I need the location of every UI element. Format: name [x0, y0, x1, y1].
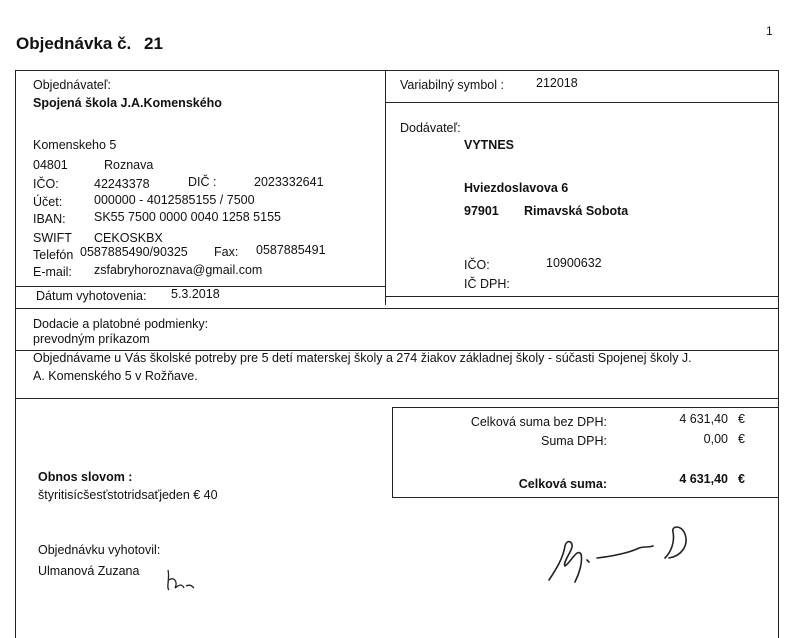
frame-left-border [15, 70, 16, 638]
buyer-swift: CEKOSKBX [94, 231, 163, 245]
supplier-ico-label: IČO: [464, 258, 490, 272]
supplier-box-bottom [385, 296, 779, 297]
vat-label: Suma DPH: [541, 434, 607, 448]
buyer-city: Roznava [104, 158, 154, 172]
supplier-city: Rimavská Sobota [524, 204, 629, 218]
description-line-1: Objednávame u Vás školské potreby pre 5 detí materskej školy a 274 žiakov základnej školy - súčasti Spojenej školy J. [33, 351, 692, 365]
title-label: Objednávka č. [16, 34, 132, 53]
vat-currency: € [738, 432, 745, 446]
buyer-iban: SK55 7500 0000 0040 1258 5155 [94, 210, 281, 224]
buyer-fax: 0587885491 [256, 243, 326, 257]
frame-top-border [15, 70, 779, 71]
issue-date-label: Dátum vyhotovenia: [36, 289, 147, 303]
variable-symbol-label: Variabilný symbol : [400, 78, 504, 92]
net-total-currency: € [738, 412, 745, 426]
frame-right-border [778, 70, 779, 638]
buyer-label: Objednávateľ: [33, 78, 112, 92]
order-number: 21 [144, 34, 163, 53]
issuer-name: Ulmanová Zuzana [38, 564, 140, 578]
column-divider [385, 70, 386, 305]
buyer-dic: 2023332641 [254, 175, 324, 189]
variable-symbol-divider [385, 102, 779, 103]
description-divider-bottom [15, 398, 779, 399]
buyer-ico-label: IČO: [33, 177, 59, 191]
grand-total-label: Celková suma: [518, 477, 607, 491]
vat-value: 0,00 [703, 432, 728, 446]
amount-words-value: štyritisícšesťstotridsaťjeden € 40 [38, 488, 218, 502]
supplier-label: Dodávateľ: [400, 121, 461, 135]
description-line-2: A. Komenského 5 v Rožňave. [33, 369, 198, 383]
grand-total-value: 4 631,40 [679, 472, 728, 486]
amount-words-label: Obnos slovom : [38, 470, 133, 484]
buyer-account-label: Účet: [33, 195, 63, 209]
buyer-phone-label: Telefón [33, 248, 74, 262]
buyer-iban-label: IBAN: [33, 212, 66, 226]
terms-label: Dodacie a platobné podmienky: [33, 317, 209, 331]
buyer-email: zsfabryhoroznava@gmail.com [94, 263, 263, 277]
buyer-swift-label: SWIFT [33, 231, 72, 245]
buyer-dic-label: DIČ : [188, 175, 217, 189]
grand-total-currency: € [738, 472, 745, 486]
issuer-label: Objednávku vyhotovil: [38, 543, 161, 557]
issue-date: 5.3.2018 [171, 287, 220, 301]
authorized-signature [535, 518, 695, 588]
terms-value: prevodným príkazom [33, 332, 150, 346]
page-title [16, 34, 163, 54]
supplier-icdph-label: IČ DPH: [464, 277, 510, 291]
buyer-street: Komenskeho 5 [33, 138, 117, 152]
page-number: 1 [766, 24, 773, 38]
net-total-label: Celková suma bez DPH: [470, 415, 607, 429]
buyer-name: Spojená škola J.A.Komenského [33, 96, 222, 110]
supplier-ico: 10900632 [546, 256, 602, 270]
net-total-value: 4 631,40 [679, 412, 728, 426]
variable-symbol: 212018 [536, 76, 578, 90]
terms-divider-top [15, 308, 779, 309]
buyer-phone: 0587885490/90325 [80, 245, 188, 259]
buyer-email-label: E-mail: [33, 265, 72, 279]
buyer-account: 000000 - 4012585155 / 7500 [94, 193, 255, 207]
buyer-fax-label: Fax: [214, 245, 239, 259]
buyer-zip: 04801 [33, 158, 68, 172]
supplier-zip: 97901 [464, 204, 499, 218]
supplier-name: VYTNES [464, 138, 515, 152]
buyer-ico: 42243378 [94, 177, 150, 191]
supplier-street: Hviezdoslavova 6 [464, 181, 569, 195]
issuer-signature [160, 560, 210, 596]
